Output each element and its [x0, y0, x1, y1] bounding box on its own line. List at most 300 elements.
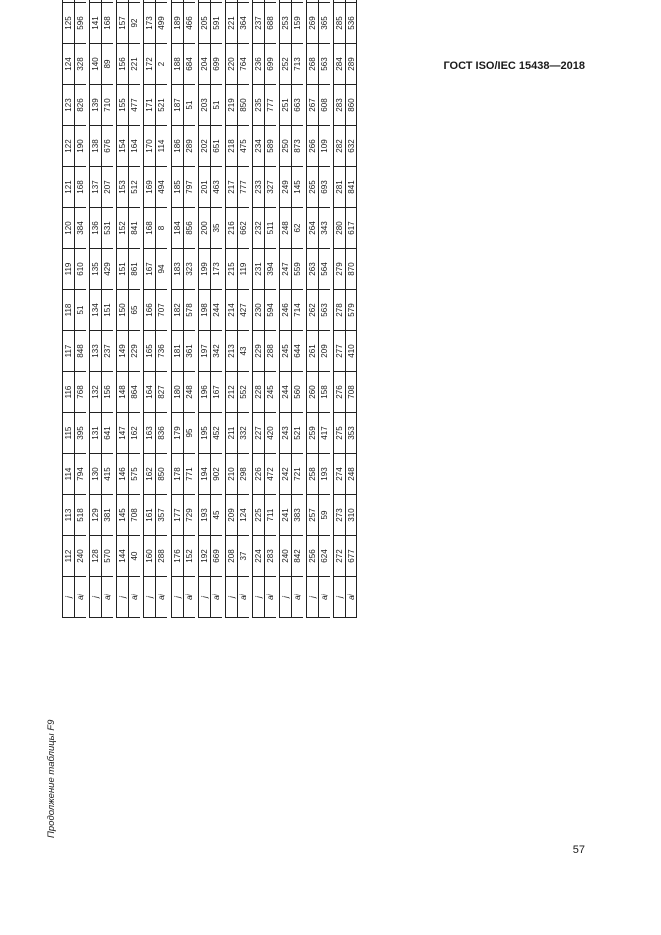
- table-cell-a: 152: [184, 536, 195, 577]
- table-cell-j: 261: [307, 331, 318, 372]
- table-cell-a: 560: [292, 372, 303, 413]
- table-cell-j: 185: [172, 167, 183, 208]
- table-cell-j: [334, 0, 345, 3]
- row-label-a: [184, 577, 195, 618]
- table-cell-j: [226, 0, 237, 3]
- table-row-a: [101, 0, 113, 618]
- table-cell-j: 215: [226, 249, 237, 290]
- table-cell-a: 870: [346, 249, 357, 290]
- table-cell-j: 265: [307, 167, 318, 208]
- table-cell-a: 51: [184, 85, 195, 126]
- table-cell-a: 381: [102, 495, 113, 536]
- table-row-a: [128, 0, 140, 618]
- table-cell-a: 463: [211, 167, 222, 208]
- table-cell-a: 37: [238, 536, 249, 577]
- table-cell-j: 253: [280, 3, 291, 44]
- table-cell-a: [102, 0, 113, 3]
- table-row-j: [172, 0, 183, 618]
- row-label-a-symbol: a: [103, 595, 113, 600]
- table-cell-a: 35: [211, 208, 222, 249]
- table-cell-j: 268: [307, 44, 318, 85]
- row-label-a-symbol: a: [320, 595, 330, 600]
- table-cell-j: [199, 0, 210, 3]
- table-cell-a: 693: [319, 167, 330, 208]
- table-cell-j: 157: [117, 3, 128, 44]
- table-cell-a: [75, 0, 86, 3]
- table-cell-j: 141: [90, 3, 101, 44]
- table-row-j: [63, 0, 74, 618]
- table-cell-j: 128: [90, 536, 101, 577]
- table-cell-j: 120: [63, 208, 74, 249]
- table-cell-j: 245: [280, 331, 291, 372]
- table-cell-j: 135: [90, 249, 101, 290]
- table-cell-a: 95: [184, 413, 195, 454]
- row-label-a: [102, 577, 113, 618]
- table-cell-j: 178: [172, 454, 183, 495]
- row-label-j: j: [144, 577, 155, 618]
- table-cell-a: 420: [265, 413, 276, 454]
- table-cell-a: 710: [102, 85, 113, 126]
- table-cell-j: 121: [63, 167, 74, 208]
- table-band: [171, 0, 195, 618]
- row-label-j: j: [334, 577, 345, 618]
- document-header: ГОСТ ISO/IEC 15438—2018: [443, 60, 585, 72]
- table-cell-a: 151: [102, 290, 113, 331]
- table-cell-a: 207: [102, 167, 113, 208]
- table-cell-a: 684: [184, 44, 195, 85]
- table-cell-j: 153: [117, 167, 128, 208]
- table-cell-a: [292, 0, 303, 3]
- table-cell-a: 608: [319, 85, 330, 126]
- table-cell-j: 209: [226, 495, 237, 536]
- table-cell-j: 278: [334, 290, 345, 331]
- table-cell-j: 243: [280, 413, 291, 454]
- table-band: [62, 0, 86, 618]
- table-cell-j: 173: [144, 3, 155, 44]
- table-cell-j: 138: [90, 126, 101, 167]
- table-cell-j: 208: [226, 536, 237, 577]
- table-cell-a: 669: [211, 536, 222, 577]
- table-cell-a: [346, 0, 357, 3]
- table-cell-j: 269: [307, 3, 318, 44]
- table-cell-a: 617: [346, 208, 357, 249]
- table-cell-a: 472: [265, 454, 276, 495]
- row-label-j: j: [226, 577, 237, 618]
- table-cell-j: 182: [172, 290, 183, 331]
- table-cell-j: 152: [117, 208, 128, 249]
- table-cell-j: 211: [226, 413, 237, 454]
- table-cell-a: 394: [265, 249, 276, 290]
- table-cell-j: 247: [280, 249, 291, 290]
- table-cell-j: 276: [334, 372, 345, 413]
- row-label-a-subscript: j: [186, 594, 193, 596]
- table-cell-j: 279: [334, 249, 345, 290]
- table-cell-j: 228: [253, 372, 264, 413]
- row-label-a-symbol: a: [130, 595, 140, 600]
- table-cell-j: 281: [334, 167, 345, 208]
- table-cell-j: 248: [280, 208, 291, 249]
- table-cell-a: 310: [346, 495, 357, 536]
- table-cell-a: 856: [184, 208, 195, 249]
- table-cell-a: 410: [346, 331, 357, 372]
- table-cell-a: 521: [156, 85, 167, 126]
- table-cell-a: 248: [184, 372, 195, 413]
- table-cell-a: 563: [319, 44, 330, 85]
- table-cell-j: 284: [334, 44, 345, 85]
- table-cell-j: 202: [199, 126, 210, 167]
- table-cell-a: 564: [319, 249, 330, 290]
- table-cell-a: 842: [292, 536, 303, 577]
- table-cell-j: 154: [117, 126, 128, 167]
- table-cell-a: [156, 0, 167, 3]
- row-label-a-symbol: a: [346, 595, 356, 600]
- table-cell-j: 188: [172, 44, 183, 85]
- table-cell-a: 570: [102, 536, 113, 577]
- table-cell-a: 644: [292, 331, 303, 372]
- table-cell-a: 248: [346, 454, 357, 495]
- table-cell-a: 688: [265, 3, 276, 44]
- table-cell-a: 124: [238, 495, 249, 536]
- table-cell-j: [117, 0, 128, 3]
- table-cell-j: 171: [144, 85, 155, 126]
- table-cell-a: 662: [238, 208, 249, 249]
- table-cell-j: 264: [307, 208, 318, 249]
- table-cell-a: 221: [129, 44, 140, 85]
- table-cell-j: 117: [63, 331, 74, 372]
- table-cell-a: 536: [346, 3, 357, 44]
- page-number: 57: [572, 844, 585, 856]
- table-cell-a: 794: [75, 454, 86, 495]
- table-cell-a: 563: [319, 290, 330, 331]
- table-cell-a: 240: [75, 536, 86, 577]
- table-cell-a: 244: [211, 290, 222, 331]
- table-cell-a: 193: [319, 454, 330, 495]
- table-cell-j: 212: [226, 372, 237, 413]
- table-cell-a: 168: [75, 167, 86, 208]
- table-cell-j: 122: [63, 126, 74, 167]
- table-row-j: [90, 0, 101, 618]
- table-cell-a: 145: [292, 167, 303, 208]
- table-cell-a: 94: [156, 249, 167, 290]
- table-cell-a: 43: [238, 331, 249, 372]
- table-cell-j: 184: [172, 208, 183, 249]
- table-cell-j: 162: [144, 454, 155, 495]
- table-row-j: [334, 0, 345, 618]
- table-cell-j: 133: [90, 331, 101, 372]
- table-cell-j: [90, 0, 101, 3]
- row-label-j: j: [280, 577, 291, 618]
- table-cell-j: 219: [226, 85, 237, 126]
- table-cell-j: 217: [226, 167, 237, 208]
- table-cell-a: 676: [102, 126, 113, 167]
- table-cell-j: [63, 0, 74, 3]
- table-cell-a: 158: [319, 372, 330, 413]
- table-cell-j: 224: [253, 536, 264, 577]
- table-cell-j: 160: [144, 536, 155, 577]
- row-label-a-subscript: j: [294, 594, 301, 596]
- table-cell-a: 383: [292, 495, 303, 536]
- row-label-a-symbol: a: [238, 595, 248, 600]
- table-cell-j: 232: [253, 208, 264, 249]
- table-cell-a: 245: [265, 372, 276, 413]
- table-cell-j: 148: [117, 372, 128, 413]
- row-label-j: j: [90, 577, 101, 618]
- table-cell-j: 144: [117, 536, 128, 577]
- table-band: [333, 0, 357, 618]
- table-cell-a: 499: [156, 3, 167, 44]
- table-cell-a: 848: [75, 331, 86, 372]
- table-cell-j: 149: [117, 331, 128, 372]
- table-cell-a: 365: [319, 3, 330, 44]
- table-cell-j: 116: [63, 372, 74, 413]
- table-cell-a: 59: [319, 495, 330, 536]
- row-label-a-subscript: j: [158, 594, 165, 596]
- table-cell-j: 196: [199, 372, 210, 413]
- table-row-a: [183, 0, 195, 618]
- table-cell-a: 512: [129, 167, 140, 208]
- table-cell-j: 125: [63, 3, 74, 44]
- table-cell-j: 177: [172, 495, 183, 536]
- table-cell-a: 864: [129, 372, 140, 413]
- table-cell-j: 170: [144, 126, 155, 167]
- table-band: [225, 0, 249, 618]
- table-cell-a: 902: [211, 454, 222, 495]
- table-cell-j: 167: [144, 249, 155, 290]
- table-cell-j: 199: [199, 249, 210, 290]
- table-cell-a: 777: [238, 167, 249, 208]
- table-cell-j: 262: [307, 290, 318, 331]
- table-cell-a: 353: [346, 413, 357, 454]
- table-cell-j: 172: [144, 44, 155, 85]
- table-cell-j: 266: [307, 126, 318, 167]
- table-cell-a: 288: [156, 536, 167, 577]
- table-cell-a: 283: [265, 536, 276, 577]
- table-cell-j: 273: [334, 495, 345, 536]
- table-cell-a: 860: [346, 85, 357, 126]
- table-cell-j: 130: [90, 454, 101, 495]
- table-cell-a: 707: [156, 290, 167, 331]
- table-cell-a: 429: [102, 249, 113, 290]
- table-cell-j: 233: [253, 167, 264, 208]
- table-cell-a: 552: [238, 372, 249, 413]
- table-cell-a: 632: [346, 126, 357, 167]
- table-cell-j: 119: [63, 249, 74, 290]
- data-table: [62, 0, 585, 618]
- table-cell-j: 203: [199, 85, 210, 126]
- table-cell-j: 163: [144, 413, 155, 454]
- table-row-j: [117, 0, 128, 618]
- table-cell-a: 850: [156, 454, 167, 495]
- table-cell-j: 200: [199, 208, 210, 249]
- table-cell-j: 285: [334, 3, 345, 44]
- row-label-a-subscript: j: [321, 594, 328, 596]
- table-cell-a: 797: [184, 167, 195, 208]
- table-row-a: [345, 0, 357, 618]
- table-cell-a: 164: [129, 126, 140, 167]
- row-label-a-symbol: a: [265, 595, 275, 600]
- table-cell-j: 180: [172, 372, 183, 413]
- table-cell-j: 155: [117, 85, 128, 126]
- table-band: [143, 0, 167, 618]
- row-label-j: j: [253, 577, 264, 618]
- table-cell-j: 216: [226, 208, 237, 249]
- table-cell-a: 841: [129, 208, 140, 249]
- table-cell-j: 256: [307, 536, 318, 577]
- table-cell-a: [319, 0, 330, 3]
- table-row-a: [318, 0, 330, 618]
- table-cell-a: 289: [184, 126, 195, 167]
- table-row-a: [264, 0, 276, 618]
- row-label-a: [265, 577, 276, 618]
- table-cell-a: 711: [265, 495, 276, 536]
- table-cell-j: 230: [253, 290, 264, 331]
- table-cell-j: 161: [144, 495, 155, 536]
- row-label-j: j: [63, 577, 74, 618]
- table-cell-a: 209: [319, 331, 330, 372]
- table-cell-j: 129: [90, 495, 101, 536]
- table-cell-j: 275: [334, 413, 345, 454]
- table-cell-a: 714: [292, 290, 303, 331]
- table-cell-j: 213: [226, 331, 237, 372]
- table-cell-a: 841: [346, 167, 357, 208]
- table-cell-j: 210: [226, 454, 237, 495]
- table-cell-a: 427: [238, 290, 249, 331]
- row-label-a-subscript: j: [104, 594, 111, 596]
- table-cell-a: 663: [292, 85, 303, 126]
- table-cell-a: 713: [292, 44, 303, 85]
- table-cell-a: 237: [102, 331, 113, 372]
- table-cell-j: 252: [280, 44, 291, 85]
- table-cell-a: 699: [265, 44, 276, 85]
- table-cell-j: 131: [90, 413, 101, 454]
- table-cell-j: 181: [172, 331, 183, 372]
- table-cell-j: 183: [172, 249, 183, 290]
- table-cell-a: 708: [346, 372, 357, 413]
- row-label-a-subscript: j: [77, 594, 84, 596]
- table-cell-a: 826: [75, 85, 86, 126]
- table-cell-j: 267: [307, 85, 318, 126]
- row-label-a: [75, 577, 86, 618]
- table-cell-a: 777: [265, 85, 276, 126]
- table-cell-j: 179: [172, 413, 183, 454]
- table-cell-j: [307, 0, 318, 3]
- table-cell-a: 589: [265, 126, 276, 167]
- table-cell-a: 677: [346, 536, 357, 577]
- table-cell-a: 65: [129, 290, 140, 331]
- table-cell-a: 475: [238, 126, 249, 167]
- table-cell-j: 236: [253, 44, 264, 85]
- table-cell-j: 259: [307, 413, 318, 454]
- table-cell-j: 145: [117, 495, 128, 536]
- table-cell-a: [211, 0, 222, 3]
- table-cell-j: 165: [144, 331, 155, 372]
- table-cell-a: 51: [211, 85, 222, 126]
- table-cell-j: 132: [90, 372, 101, 413]
- table-cell-j: 198: [199, 290, 210, 331]
- table-cell-a: 578: [184, 290, 195, 331]
- table-cell-a: 531: [102, 208, 113, 249]
- table-cell-j: 272: [334, 536, 345, 577]
- table-cell-j: 195: [199, 413, 210, 454]
- table-cell-a: 596: [75, 3, 86, 44]
- table-cell-a: [184, 0, 195, 3]
- row-label-j: j: [117, 577, 128, 618]
- table-cell-a: 466: [184, 3, 195, 44]
- table-cell-a: 342: [211, 331, 222, 372]
- table-cell-a: 327: [265, 167, 276, 208]
- table-cell-j: 277: [334, 331, 345, 372]
- table-row-a: [155, 0, 167, 618]
- table-cell-a: 364: [238, 3, 249, 44]
- table-cell-a: 190: [75, 126, 86, 167]
- table-caption: Продолжение таблицы F9: [46, 719, 57, 838]
- table-cell-j: 235: [253, 85, 264, 126]
- table-band: [198, 0, 222, 618]
- row-label-a-symbol: a: [157, 595, 167, 600]
- table-cell-j: 156: [117, 44, 128, 85]
- table-cell-a: 332: [238, 413, 249, 454]
- table-cell-j: 113: [63, 495, 74, 536]
- table-cell-a: 395: [75, 413, 86, 454]
- table-cell-j: 260: [307, 372, 318, 413]
- table-cell-j: 246: [280, 290, 291, 331]
- table-cell-a: 2: [156, 44, 167, 85]
- table-cell-a: 289: [346, 44, 357, 85]
- table-cell-a: 575: [129, 454, 140, 495]
- row-label-a-subscript: j: [348, 594, 355, 596]
- table-cell-j: 137: [90, 167, 101, 208]
- table-cell-j: 274: [334, 454, 345, 495]
- table-cell-a: 768: [75, 372, 86, 413]
- table-cell-a: 229: [129, 331, 140, 372]
- table-cell-a: 89: [102, 44, 113, 85]
- table-cell-a: 827: [156, 372, 167, 413]
- row-label-a-symbol: a: [293, 595, 303, 600]
- table-band: [116, 0, 140, 618]
- table-cell-j: 193: [199, 495, 210, 536]
- table-cell-a: 343: [319, 208, 330, 249]
- table-cell-a: 579: [346, 290, 357, 331]
- row-label-a: [346, 577, 357, 618]
- table-cell-j: 150: [117, 290, 128, 331]
- table-cell-j: 115: [63, 413, 74, 454]
- row-label-a-subscript: j: [131, 594, 138, 596]
- table-cell-j: 241: [280, 495, 291, 536]
- table-cell-j: 242: [280, 454, 291, 495]
- table-cell-a: 624: [319, 536, 330, 577]
- table-row-j: [280, 0, 291, 618]
- table-cell-j: [280, 0, 291, 3]
- table-cell-j: 258: [307, 454, 318, 495]
- table-cell-a: 836: [156, 413, 167, 454]
- table-cell-a: 119: [238, 249, 249, 290]
- table-cell-j: 164: [144, 372, 155, 413]
- row-label-a-symbol: a: [184, 595, 194, 600]
- table-cell-j: 214: [226, 290, 237, 331]
- table-cell-a: 51: [75, 290, 86, 331]
- table-cell-j: 134: [90, 290, 101, 331]
- table-cell-a: 873: [292, 126, 303, 167]
- table-cell-a: 357: [156, 495, 167, 536]
- table-cell-a: 40: [129, 536, 140, 577]
- table-row-a: [210, 0, 222, 618]
- table-cell-a: 45: [211, 495, 222, 536]
- table-row-j: [199, 0, 210, 618]
- table-cell-a: 173: [211, 249, 222, 290]
- table-cell-j: 244: [280, 372, 291, 413]
- table-cell-j: 204: [199, 44, 210, 85]
- row-label-a-subscript: j: [267, 594, 274, 596]
